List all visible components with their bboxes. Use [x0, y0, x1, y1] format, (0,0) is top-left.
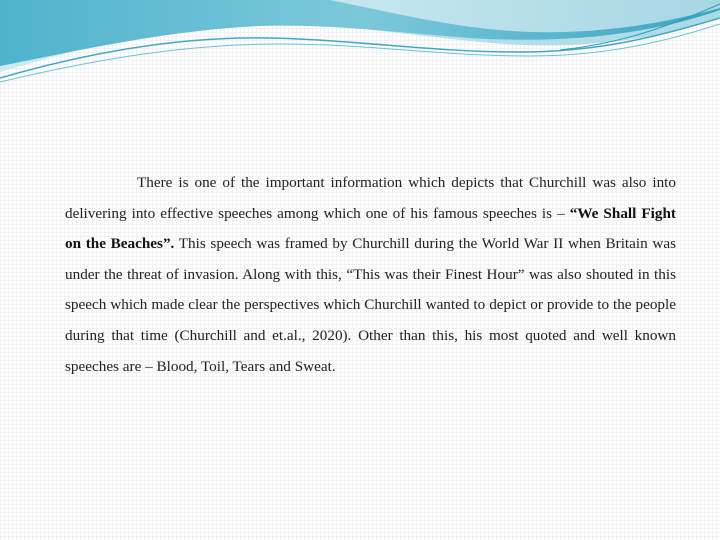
- body-paragraph: [65, 168, 676, 382]
- paragraph-text-part1: There is one of the important information which depicts that Churchill was also into delivering into effective speeches among which one of his famous speeches is –: [65, 174, 676, 222]
- header-wave-decoration: [0, 0, 720, 90]
- speech-title-bold: “We Shall Fight on the Beaches”.: [65, 204, 676, 253]
- paragraph-text-part2: This speech was framed by Churchill during the World War II when Britain was under the threat of invasion. Along with this, “This was their Finest Hour” was also shouted in this speech which made clear the perspectives which Churchill wanted to depict or provide to the people during that time (Churchill and et.al., 2020). Other than this, his most quoted and well known speeches are – Blood, Toil, Tears and Sweat.: [65, 235, 676, 375]
